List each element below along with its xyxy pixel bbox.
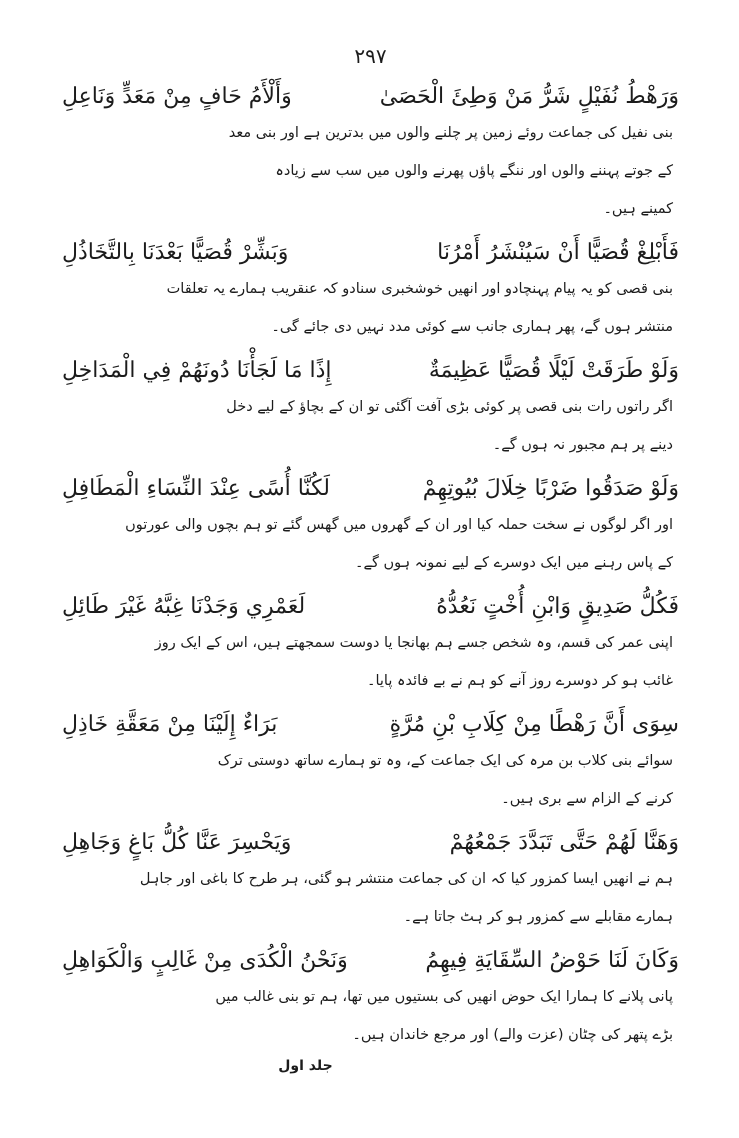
translation-line: ہم نے انھیں ایسا کمزور کیا کہ ان کی جماعت منتشر ہو گئی، ہر طرح کا باغی اور جاہل — [139, 871, 673, 887]
translation-line: کے پاس رہنے میں ایک دوسرے کے لیے نمونہ ہوں گے۔ — [354, 555, 673, 571]
hemistich-first: وَلَوْ صَدَقُوا ضَرْبًا خِلَالَ بُيُوتِهِمْ — [422, 476, 679, 501]
hemistich-first: فَأَبْلِغْ قُصَيًّا أَنْ سَيُنْشَرُ أَمْرُنَا — [437, 240, 679, 265]
verse-translation — [62, 270, 673, 346]
translation-line: کے جوتے پہننے والوں اور ننگے پاؤں پھرنے والوں میں سب سے زیادہ — [275, 163, 673, 179]
verse-line — [62, 946, 679, 976]
verse-line — [62, 474, 679, 504]
translation-line: بنی نفیل کی جماعت روئے زمین پر چلنے والوں میں بدترین ہے اور بنی معد — [228, 125, 673, 141]
verse-translation — [62, 742, 673, 818]
translation-line: سوائے بنی کلاب بن مرہ کی ایک جماعت کے، وہ تو ہمارے ساتھ دوستی ترک — [217, 753, 673, 769]
translation-line: دینے پر ہم مجبور نہ ہوں گے۔ — [492, 437, 673, 453]
translation-line: کرنے کے الزام سے بری ہیں۔ — [501, 791, 673, 807]
hemistich-second: إِذًا مَا لَجَأْنَا دُونَهُمْ فِي الْمَدَاخِلِ — [62, 358, 332, 383]
verse-line — [62, 356, 679, 386]
verse-line — [62, 238, 679, 268]
verse-translation — [62, 860, 673, 936]
verse-translation — [62, 114, 673, 228]
verse-translation — [62, 978, 673, 1054]
hemistich-first: وَهَنَّا لَهُمْ حَتَّى تَبَدَّدَ جَمْعُهُمْ — [449, 830, 679, 855]
hemistich-first: فَكُلُّ صَدِيقٍ وَابْنِ أُخْتٍ نَعُدُّهُ — [436, 594, 679, 619]
verse-translation — [62, 388, 673, 464]
verse-translation — [62, 624, 673, 700]
volume-label: جلد اول — [278, 1058, 333, 1074]
verse-list — [62, 82, 679, 1054]
verse-line — [62, 710, 679, 740]
translation-line: کمینے ہیں۔ — [603, 201, 673, 217]
translation-line: ہمارے مقابلے سے کمزور ہو کر ہٹ جاتا ہے۔ — [403, 909, 673, 925]
hemistich-second: وَبَشِّرْ قُصَيًّا بَعْدَنَا بِالتَّخَاذُلِ — [62, 240, 289, 265]
verse-line — [62, 82, 679, 112]
translation-line: بڑے پتھر کی چٹان (عزت والے) اور مرجع خاندان ہیں۔ — [352, 1027, 673, 1043]
hemistich-first: سِوَى أَنَّ رَهْطًا مِنْ كِلَابِ بْنِ مُرَّةٍ — [389, 712, 679, 737]
verse-line — [62, 592, 679, 622]
translation-line: اور اگر لوگوں نے سخت حملہ کیا اور ان کے گھروں میں گھس گئے تو ہم بچوں والی عورتوں — [125, 517, 673, 533]
hemistich-second: لَكُنَّا أُسًى عِنْدَ النِّسَاءِ الْمَطَافِلِ — [62, 476, 330, 501]
hemistich-second: وَيَحْسِرَ عَنَّا كُلُّ بَاغٍ وَجَاهِلِ — [62, 830, 292, 855]
hemistich-first: وَكَانَ لَنَا حَوْضُ السِّقَايَةِ فِيهِمُ — [425, 948, 679, 973]
translation-line: منتشر ہوں گے، پھر ہماری جانب سے کوئی مدد نہیں دی جائے گی۔ — [271, 319, 673, 335]
hemistich-second: وَنَحْنُ الْكُدَى مِنْ غَالِبٍ وَالْكَوَاهِلِ — [62, 948, 348, 973]
hemistich-first: وَلَوْ طَرَقَتْ لَيْلًا قُصَيًّا عَظِيمَةٌ — [428, 358, 679, 383]
hemistich-second: وَأَلْأَمُ حَافٍ مِنْ مَعَدٍّ وَنَاعِلِ — [62, 84, 292, 109]
verse-translation — [62, 506, 673, 582]
verse-line — [62, 828, 679, 858]
translation-line: اگر راتوں رات بنی قصی پر کوئی بڑی آفت آگئی تو ان کے بچاؤ کے لیے دخل — [226, 399, 673, 415]
translation-line: بنی قصی کو یہ پیام پہنچادو اور انھیں خوشخبری سنادو کہ عنقریب ہمارے یہ تعلقات — [166, 281, 673, 297]
translation-line: غائب ہو کر دوسرے روز آنے کو ہم نے بے فائدہ پایا۔ — [366, 673, 673, 689]
hemistich-second: بَرَاءٌ إِلَيْنَا مِنْ مَعَقَّةِ خَاذِلِ — [62, 712, 278, 737]
translation-line: پانی پلانے کا ہمارا ایک حوض انھیں کی بستیوں میں تھا، ہم تو بنی غالب میں — [215, 989, 673, 1005]
hemistich-first: وَرَهْطُ نُفَيْلٍ شَرُّ مَنْ وَطِئَ الْحَصَىٰ — [379, 84, 679, 109]
translation-line: اپنی عمر کی قسم، وہ شخص جسے ہم بھانجا یا دوست سمجھتے ہیں، اس کے ایک روز — [154, 635, 673, 651]
page-number: ۲۹۷ — [354, 44, 387, 68]
hemistich-second: لَعَمْرِي وَجَدْنَا غِبَّهُ غَيْرَ طَائِلِ — [62, 594, 306, 619]
